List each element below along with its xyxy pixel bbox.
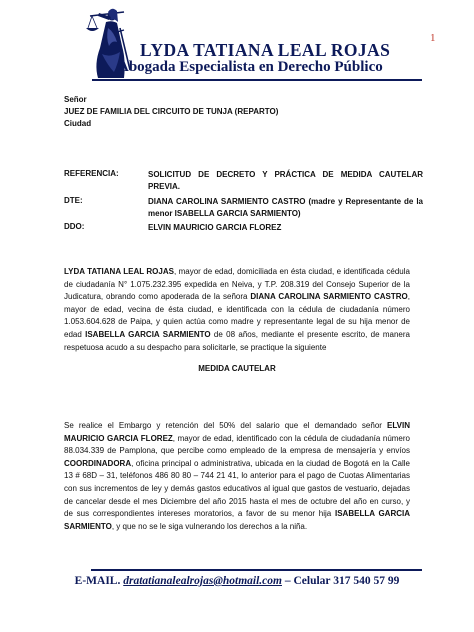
page-number: 1 bbox=[430, 32, 436, 44]
defendant-name: ELVIN MAURICIO GARCIA FLOREZ bbox=[64, 421, 410, 443]
section-title: MEDIDA CAUTELAR bbox=[198, 364, 276, 373]
measure-text-2: , mayor de edad, identificado con la cédula de ciudadanía número 88.034.339 de Pamplona, que percibe como empleado de la empresa de mensajería y envíos bbox=[64, 433, 410, 456]
intro-paragraph bbox=[64, 266, 410, 354]
footer-divider bbox=[91, 569, 422, 571]
measure-text-4: , y que no se le siga vulnerando los derechos a la niña. bbox=[111, 521, 308, 531]
defendant-value: ELVIN MAURICIO GARCIA FLOREZ bbox=[148, 223, 282, 232]
intro-text-3: de 08 años, mediante el presente escrito, de manera respetuosa acudo a su despacho para solicitarle, se practique la siguiente bbox=[64, 329, 410, 352]
footer-separator: – bbox=[284, 575, 291, 587]
measure-paragraph bbox=[64, 420, 410, 533]
addressee-court: JUEZ DE FAMILIA DEL CIRCUITO DE TUNJA (REPARTO) bbox=[64, 107, 279, 116]
email-link[interactable]: dratatianalealrojas@hotmail.com bbox=[123, 575, 282, 587]
minor-name-2: ISABELLA GARCIA SARMIENTO bbox=[64, 509, 410, 531]
author-name: LYDA TATIANA LEAL ROJAS bbox=[64, 267, 174, 276]
letterhead-subtitle: Abogada Especialista en Derecho Público bbox=[118, 59, 383, 75]
plaintiff-value: DIANA CAROLINA SARMIENTO CASTRO (madre y Representante de la menor ISABELLA GARCIA SARMIENTO) bbox=[148, 197, 423, 218]
phone-label: Celular bbox=[293, 575, 331, 587]
reference-value: SOLICITUD DE DECRETO Y PRÁCTICA DE MEDIDA CAUTELAR PREVIA. bbox=[148, 170, 423, 191]
addressee-city: Ciudad bbox=[64, 119, 92, 128]
intro-text-1: , mayor de edad, domiciliada en ésta ciudad, e identificada cédula de ciudadanía N° 1.075.232.395 expedida en Neiva, y T.P. 208.319 del Consejo Superior de la Judicatura, obrando como apoderada de la señora bbox=[64, 267, 410, 302]
intro-text-2: , mayor de edad, vecina de ésta ciudad, e identificada con la cédula de ciudadanía número 1.053.604.628 de Paipa, y quien actúa como madre y representante legal de su hija menor de edad bbox=[64, 292, 410, 339]
letterhead-name: LYDA TATIANA LEAL ROJAS bbox=[140, 40, 391, 60]
minor-name: ISABELLA GARCIA SARMIENTO bbox=[85, 329, 211, 339]
company-name: COORDINADORA bbox=[64, 458, 132, 468]
header-divider bbox=[92, 79, 422, 81]
email-label: E-MAIL. bbox=[74, 575, 121, 587]
measure-text-1: Se realice el Embargo y retención del 50% del salario que el demandado señor bbox=[64, 421, 388, 430]
footer-contact bbox=[0, 575, 474, 587]
plaintiff-label: DTE: bbox=[64, 196, 83, 205]
measure-text-3: , oficina principal o administrativa, ubicada en la ciudad de Bogotá en la Calle 13 # 68D – 31, teléfonos 486 80 80 – 744 21 41, lo anterior para el pago de Cuotas Alimentarias con sus incrementos de ley y demás gastos educativos al igual que gastos de vestuario, dejadas de cancelar desde el mes Diciembre del año 2015 hasta el mes de octubre del año en curso, y de sus correspondientes intereses moratorios, a favor de su menor hija bbox=[64, 458, 410, 519]
client-name: DIANA CAROLINA SARMIENTO CASTRO bbox=[250, 292, 408, 302]
reference-label: REFERENCIA: bbox=[64, 169, 119, 178]
defendant-label: DDO: bbox=[64, 222, 85, 231]
phone-number: 317 540 57 99 bbox=[333, 575, 400, 587]
salutation: Señor bbox=[64, 95, 87, 104]
